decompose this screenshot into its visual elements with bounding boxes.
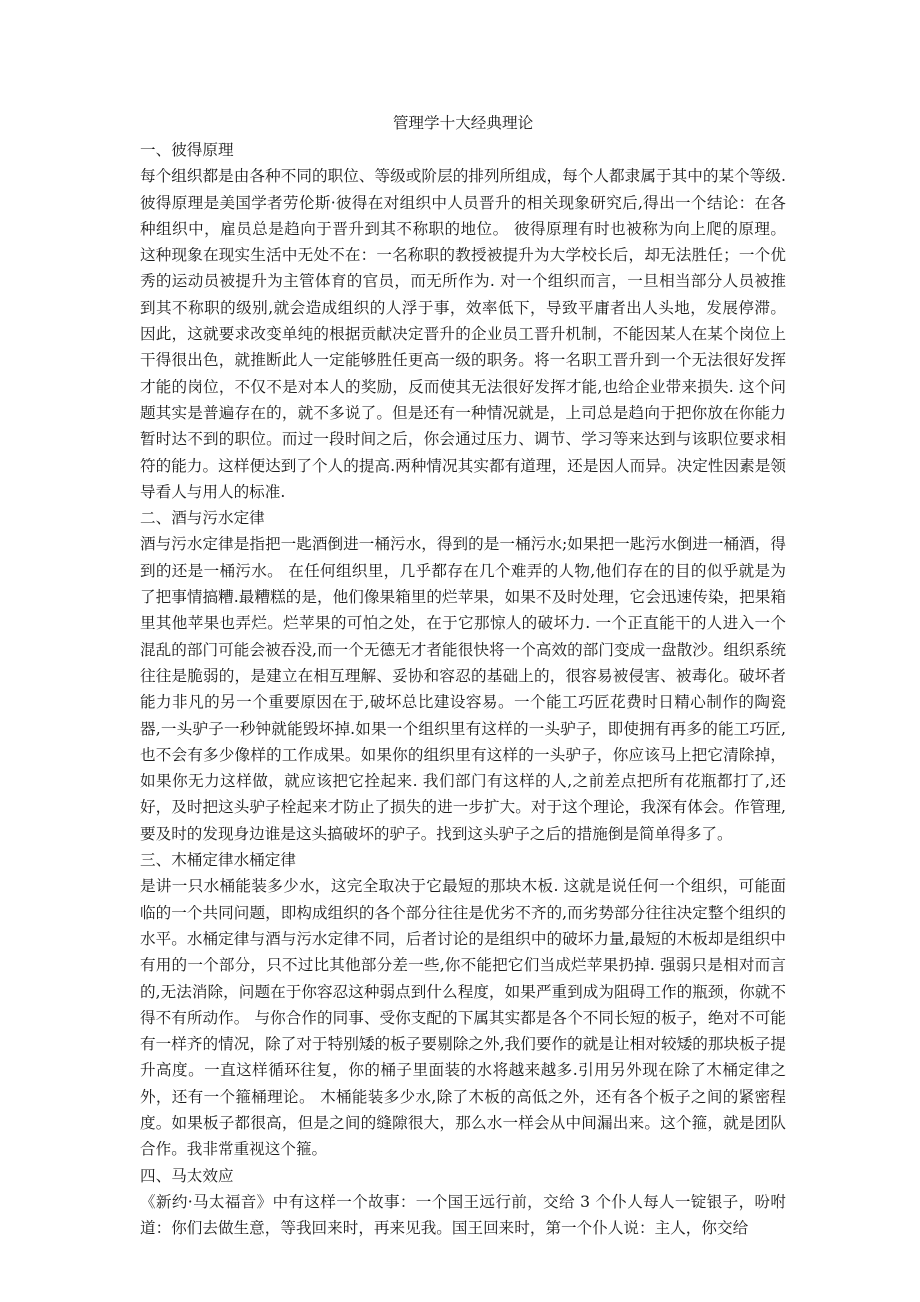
section-body: 《新约·马太福音》中有这样一个故事：一个国王远行前，交给 3 个仆人每人一锭银子，吩咐道：你们去做生意，等我回来时，再来见我。国王回来时，第一个仆人说：主人，你交给 xyxy=(140,1192,786,1238)
section-wine-and-sewage-law xyxy=(140,505,786,847)
section-body: 每个组织都是由各种不同的职位、等级或阶层的排列所组成，每个人都隶属于其中的某个等级. 彼得原理是美国学者劳伦斯·彼得在对组织中人员晋升的相关现象研究后,得出一个结论：在各种组织中，雇员总是趋向于晋升到其不称职的地位。 彼得原理有时也被称为向上爬的原理。 这种现象在现实生活中无处不在：一名称职的教授被提升为大学校长后，却无法胜任；一个优秀的运动员被提升为主管体育的官员，而无所作为. 对一个组织而言，一旦相当部分人员被推到其不称职的级别,就会造成组织的人浮于事，效率低下，导致平庸者出人头地，发展停滞。 因此，这就要求改变单纯的根据贡献决定晋升的企业员工晋升机制，不能因某人在某个岗位上干得很出色，就推断此人一定能够胜任更高一级的职务。将一名职工晋升到一个无法很好发挥才能的岗位，不仅不是对本人的奖励，反而使其无法很好发挥才能,也给企业带来损失. 这个问题其实是普遍存在的，就不多说了。但是还有一种情况就是，上司总是趋向于把你放在你能力暂时达不到的职位。而过一段时间之后，你会通过压力、调节、学习等来达到与该职位要求相符的能力。这样便达到了个人的提高.两种情况其实都有道理，还是因人而异。决定性因素是领导看人与用人的标准. xyxy=(140,167,786,501)
section-body: 酒与污水定律是指把一匙酒倒进一桶污水，得到的是一桶污水;如果把一匙污水倒进一桶酒，得到的还是一桶污水。 在任何组织里，几乎都存在几个难弄的人物,他们存在的目的似乎就是为了把事情搞糟.最糟糕的是，他们像果箱里的烂苹果，如果不及时处理，它会迅速传染，把果箱里其他苹果也弄烂。烂苹果的可怕之处，在于它那惊人的破坏力. 一个正直能干的人进入一个混乱的部门可能会被吞没,而一个无德无才者能很快将一个高效的部门变成一盘散沙。组织系统往往是脆弱的，是建立在相互理解、妥协和容忍的基础上的，很容易被侵害、被毒化。破坏者能力非凡的另一个重要原因在于,破坏总比建设容易。一个能工巧匠花费时日精心制作的陶瓷器,一头驴子一秒钟就能毁坏掉.如果一个组织里有这样的一头驴子，即使拥有再多的能工巧匠,也不会有多少像样的工作成果。如果你的组织里有这样的一头驴子，你应该马上把它清除掉，如果你无力这样做，就应该把它拴起来. 我们部门有这样的人,之前差点把所有花瓶都打了,还好，及时把这头驴子栓起来才防止了损失的进一步扩大。对于这个理论，我深有体会。作管理,要及时的发现身边谁是这头搞破坏的驴子。找到这头驴子之后的措施倒是简单得多了。 xyxy=(140,535,786,843)
section-bucket-law xyxy=(140,847,786,1163)
section-heading: 三、木桶定律水桶定律 xyxy=(140,851,296,870)
document-title: 管理学十大经典理论 xyxy=(392,114,534,132)
document-page xyxy=(140,109,786,1241)
section-matthew-effect xyxy=(140,1163,786,1242)
section-peter-principle xyxy=(140,137,786,505)
section-heading: 二、酒与污水定律 xyxy=(140,509,265,528)
section-heading: 四、马太效应 xyxy=(140,1166,234,1185)
section-body: 是讲一只水桶能装多少水，这完全取决于它最短的那块木板. 这就是说任何一个组织，可能面临的一个共同问题，即构成组织的各个部分往往是优劣不齐的,而劣势部分往往决定整个组织的水平。水桶定律与酒与污水定律不同，后者讨论的是组织中的破坏力量,最短的木板却是组织中有用的一个部分，只不过比其他部分差一些,你不能把它们当成烂苹果扔掉. 强弱只是相对而言的,无法消除，问题在于你容忍这种弱点到什么程度，如果严重到成为阻碍工作的瓶颈，你就不得不有所动作。 与你合作的同事、受你支配的下属其实都是各个不同长短的板子，绝对不可能有一样齐的情况，除了对于特别矮的板子要剔除之外,我们要作的就是让相对较矮的那块板子提升高度。一直这样循环往复，你的桶子里面装的水将越来越多.引用另外现在除了木桶定律之外，还有一个箍桶理论。 木桶能装多少水,除了木板的高低之外，还有各个板子之间的紧密程度。如果板子都很高，但是之间的缝隙很大，那么水一样会从中间漏出来。这个箍，就是团队合作。我非常重视这个箍。 xyxy=(140,877,786,1159)
section-heading: 一、彼得原理 xyxy=(140,141,234,159)
